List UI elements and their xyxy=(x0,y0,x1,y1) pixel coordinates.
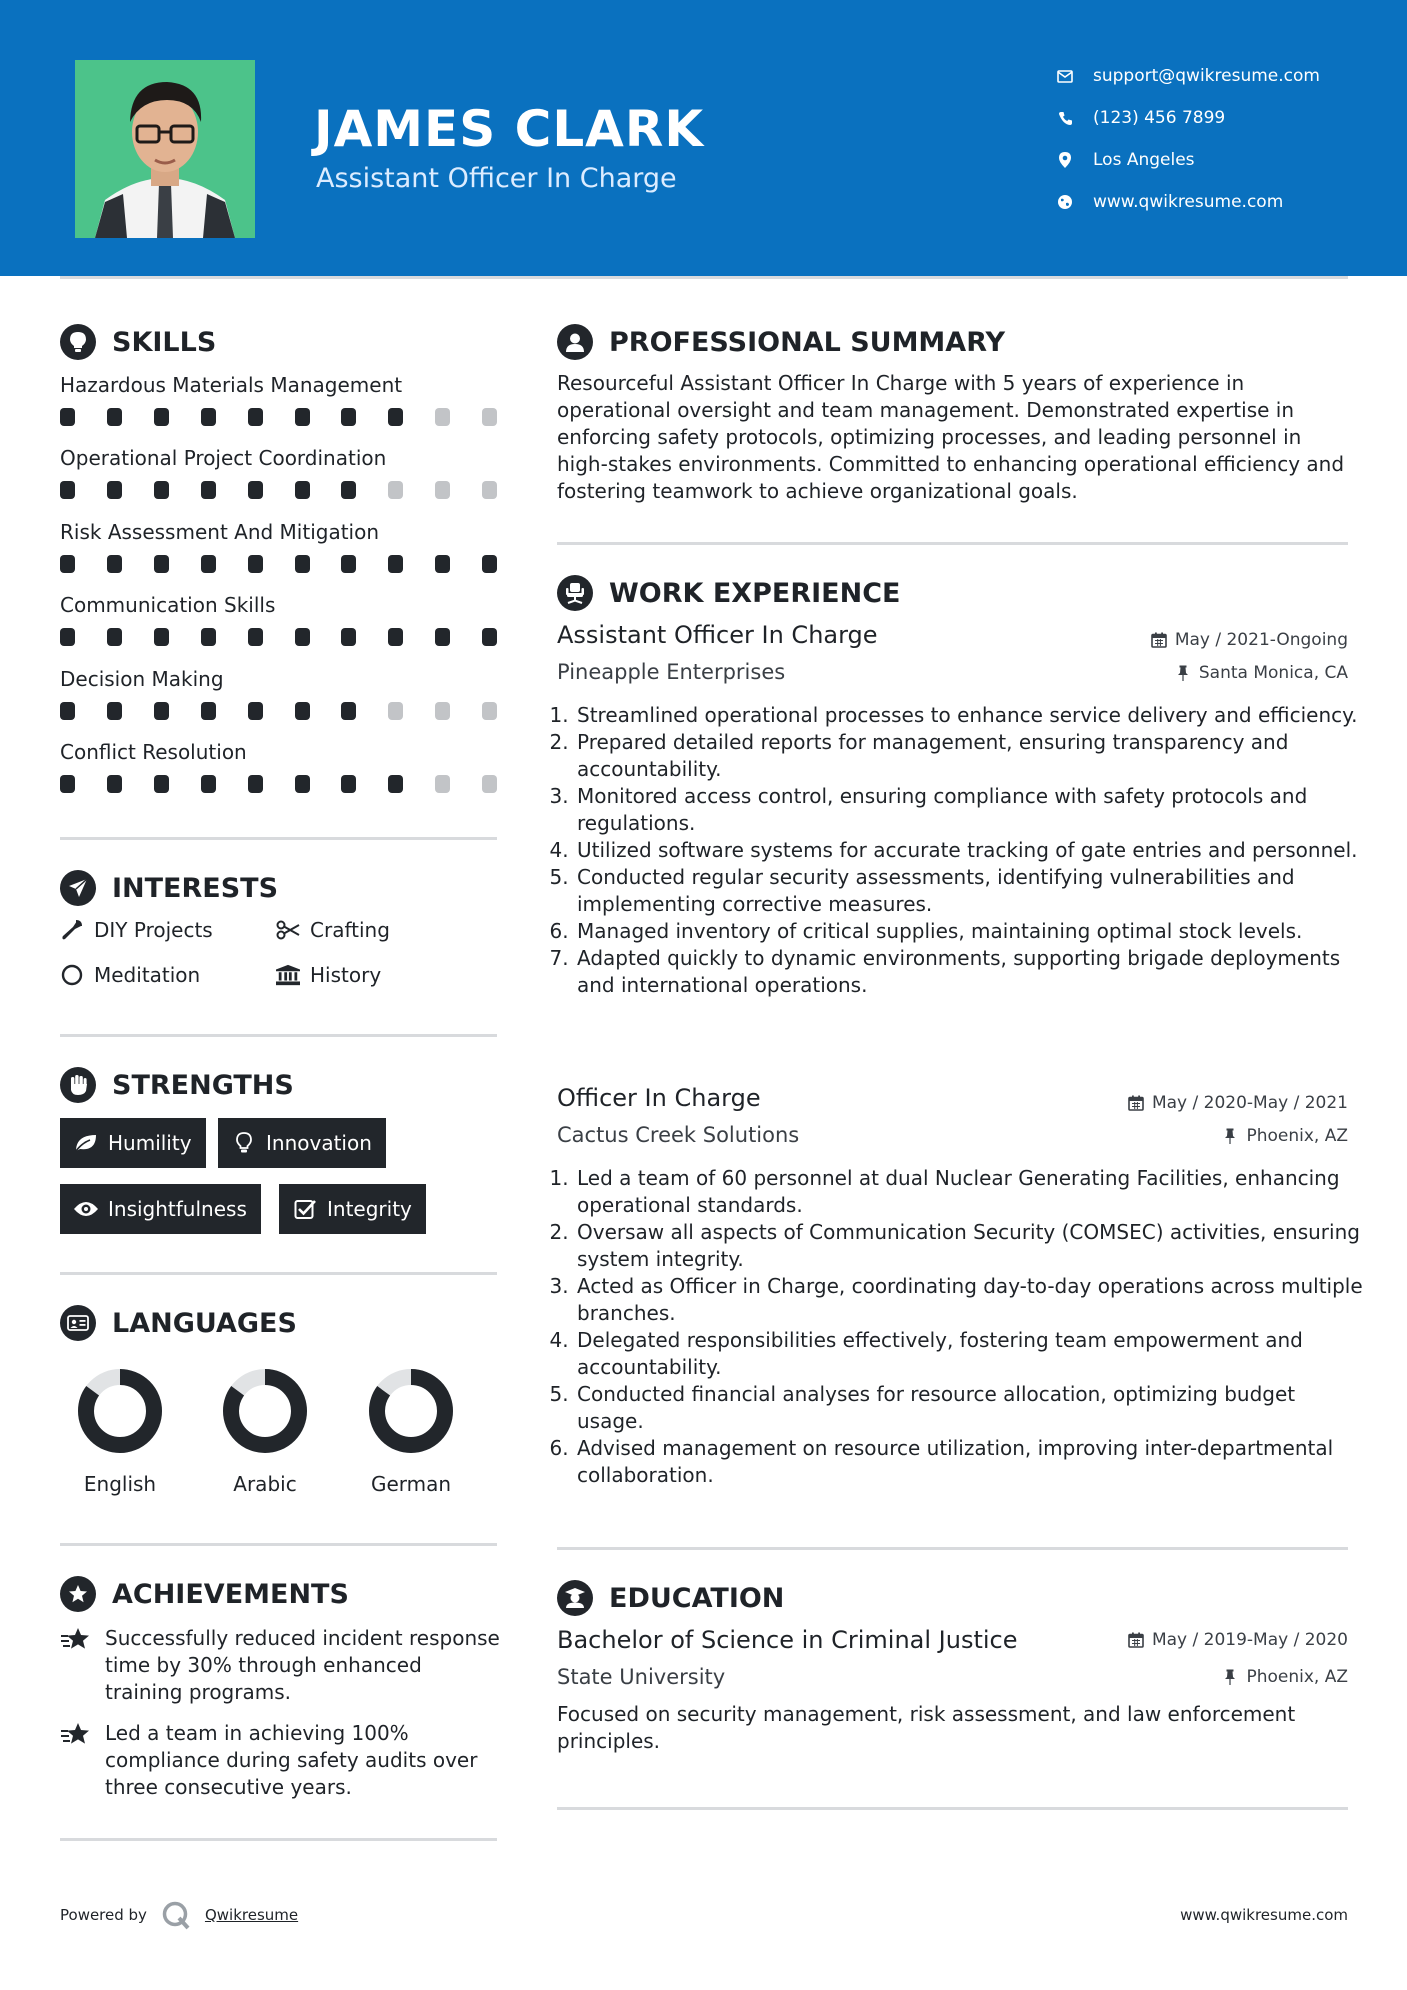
job-bullet: 1. Led a team of 60 personnel at dual Nuclear Generating Facilities, enhancing operational standards. xyxy=(575,1165,1365,1219)
star-badge-icon xyxy=(60,1576,96,1612)
skill-dot-filled xyxy=(435,555,450,573)
job-bullet: 3. Acted as Officer in Charge, coordinating day-to-day operations across multiple branches. xyxy=(575,1273,1365,1327)
contact-list xyxy=(1055,55,1320,223)
contact-email[interactable] xyxy=(1055,55,1320,97)
pushpin-icon xyxy=(1221,1668,1239,1686)
footer-powered-by: Powered by Qwikresume xyxy=(60,1900,298,1930)
skill-dot-filled xyxy=(388,628,403,646)
skill-dot-empty xyxy=(482,702,497,720)
summary-heading: PROFESSIONAL SUMMARY xyxy=(557,324,1005,360)
achievement-item: Led a team in achieving 100% compliance during safety audits over three consecutive years. xyxy=(60,1720,500,1801)
skill-dot-filled xyxy=(248,555,263,573)
graduate-icon xyxy=(557,1580,593,1616)
pushpin-icon xyxy=(1221,1127,1239,1145)
skill-dot-filled xyxy=(295,555,310,573)
summary-text: Resourceful Assistant Officer In Charge with 5 years of experience in operational oversight and team management. Demonstrated expertise in enforcing safety protocols, optimizing processes, and leading personnel in high-stakes environments. Committed to enhancing operational efficiency and fostering teamwork to achieve organizational goals. xyxy=(557,371,1345,503)
interest-meditation: Meditation xyxy=(60,963,200,987)
job-location: Phoenix, AZ xyxy=(1221,1126,1348,1146)
job-company: Cactus Creek Solutions xyxy=(557,1123,800,1147)
skill-dot-filled xyxy=(248,481,263,499)
header-divider xyxy=(60,276,1348,279)
fist-icon xyxy=(60,1067,96,1103)
job-bullet: 1. Streamlined operational processes to enhance service delivery and efficiency. xyxy=(575,702,1365,729)
language-name: Arabic xyxy=(233,1472,297,1496)
job-bullets xyxy=(557,1165,1365,1489)
star-icon xyxy=(60,1625,94,1706)
office-chair-icon xyxy=(557,575,593,611)
skill-dot-filled xyxy=(388,408,403,426)
candidate-title: Assistant Officer In Charge xyxy=(316,163,677,194)
skill-dot-filled xyxy=(60,775,75,793)
skill-dot-filled xyxy=(107,775,122,793)
skill-dot-filled xyxy=(295,481,310,499)
check-square-icon xyxy=(291,1197,319,1221)
job-title: Assistant Officer In Charge xyxy=(557,621,878,649)
map-pin-icon xyxy=(1055,150,1075,170)
strength-insightfulness: Insightfulness xyxy=(60,1184,261,1234)
skill-dot-filled xyxy=(201,702,216,720)
skill-dot-filled xyxy=(201,481,216,499)
skill-dot-filled xyxy=(154,408,169,426)
scissors-icon xyxy=(276,918,300,942)
skill-rating xyxy=(60,408,500,426)
contact-website-text: www.qwikresume.com xyxy=(1093,192,1284,212)
skill-dot-filled xyxy=(201,628,216,646)
skill-dot-filled xyxy=(154,628,169,646)
skill-dot-empty xyxy=(482,408,497,426)
contact-email-text: support@qwikresume.com xyxy=(1093,66,1320,86)
job-bullet: 7. Adapted quickly to dynamic environments, supporting brigade deployments and international operations. xyxy=(575,945,1365,999)
lightbulb-icon xyxy=(230,1131,258,1155)
job-company: Pineapple Enterprises xyxy=(557,660,786,684)
skill-dot-filled xyxy=(388,555,403,573)
skill-dot-empty xyxy=(435,775,450,793)
circle-icon xyxy=(60,963,84,987)
skill-dot-filled xyxy=(201,555,216,573)
skill-rating xyxy=(60,702,500,720)
skill-name: Communication Skills xyxy=(60,593,276,618)
education-location: Phoenix, AZ xyxy=(1221,1667,1348,1687)
calendar-icon xyxy=(1127,1094,1145,1112)
qwikresume-logo-icon xyxy=(161,1900,191,1930)
skill-dot-filled xyxy=(341,775,356,793)
skill-dot-filled xyxy=(107,481,122,499)
skill-dot-empty xyxy=(388,481,403,499)
skill-dot-empty xyxy=(388,702,403,720)
pushpin-icon xyxy=(1174,664,1192,682)
skill-dot-filled xyxy=(341,408,356,426)
skill-name: Operational Project Coordination xyxy=(60,446,387,471)
skill-dot-filled xyxy=(60,408,75,426)
education-school: State University xyxy=(557,1665,726,1689)
skills-divider xyxy=(60,837,497,840)
skill-name: Hazardous Materials Management xyxy=(60,373,403,397)
phone-icon xyxy=(1055,108,1075,128)
languages-divider xyxy=(60,1543,497,1546)
language-ring xyxy=(70,1361,170,1461)
contact-website[interactable] xyxy=(1055,181,1320,223)
skill-dot-filled xyxy=(482,628,497,646)
skill-dot-filled xyxy=(295,702,310,720)
interest-diy-projects: DIY Projects xyxy=(60,918,213,942)
interests-divider xyxy=(60,1034,497,1037)
skill-dot-filled xyxy=(295,775,310,793)
skill-dot-filled xyxy=(435,628,450,646)
job-bullet: 2. Prepared detailed reports for management, ensuring transparency and accountability. xyxy=(575,729,1365,783)
education-heading: EDUCATION xyxy=(557,1580,784,1616)
skill-rating xyxy=(60,775,500,793)
skill-dot-filled xyxy=(248,702,263,720)
skill-dot-filled xyxy=(201,408,216,426)
strengths-heading: STRENGTHS xyxy=(60,1067,294,1103)
skill-dot-filled xyxy=(60,702,75,720)
envelope-icon xyxy=(1055,66,1075,86)
museum-icon xyxy=(276,963,300,987)
skill-dot-filled xyxy=(341,481,356,499)
eye-icon xyxy=(72,1197,100,1221)
user-icon xyxy=(557,324,593,360)
paper-plane-icon xyxy=(60,870,96,906)
skill-dot-filled xyxy=(107,628,122,646)
job-location: Santa Monica, CA xyxy=(1174,663,1348,683)
education-dates: May / 2019-May / 2020 xyxy=(1127,1630,1348,1650)
skill-dot-filled xyxy=(154,555,169,573)
skill-dot-empty xyxy=(435,408,450,426)
skill-name: Decision Making xyxy=(60,666,224,691)
contact-location-text: Los Angeles xyxy=(1093,150,1195,170)
experience-heading: WORK EXPERIENCE xyxy=(557,575,900,611)
education-divider xyxy=(557,1807,1348,1810)
candidate-name: JAMES CLARK xyxy=(314,100,705,158)
job-bullet: 6. Advised management on resource utilization, improving inter-departmental collaboration. xyxy=(575,1435,1365,1489)
skill-name: Conflict Resolution xyxy=(60,740,247,764)
education-description: Focused on security management, risk assessment, and law enforcement principles. xyxy=(557,1702,1296,1753)
job-bullet: 3. Monitored access control, ensuring compliance with safety protocols and regulations. xyxy=(575,783,1365,837)
skill-dot-filled xyxy=(248,408,263,426)
skill-rating xyxy=(60,628,500,646)
job-dates: May / 2021-Ongoing xyxy=(1150,630,1348,650)
footer-website-link[interactable]: www.qwikresume.com xyxy=(1180,1906,1348,1924)
achievements-divider xyxy=(60,1838,497,1841)
skill-dot-filled xyxy=(341,628,356,646)
contact-phone[interactable] xyxy=(1055,97,1320,139)
interests-heading: INTERESTS xyxy=(60,870,278,906)
skill-rating xyxy=(60,481,500,499)
globe-icon xyxy=(1055,192,1075,212)
job-bullet: 6. Managed inventory of critical supplies, maintaining optimal stock levels. xyxy=(575,918,1365,945)
job-bullet: 2. Oversaw all aspects of Communication Security (COMSEC) activities, ensuring system integrity. xyxy=(575,1219,1365,1273)
skill-dot-filled xyxy=(341,555,356,573)
interest-history: History xyxy=(276,963,381,987)
strength-integrity: Integrity xyxy=(279,1184,426,1234)
skill-dot-filled xyxy=(60,628,75,646)
contact-phone-text: (123) 456 7899 xyxy=(1093,108,1226,128)
language-name: German xyxy=(370,1472,452,1496)
star-icon xyxy=(60,1720,94,1801)
summary-divider xyxy=(557,542,1348,545)
job-bullet: 4. Delegated responsibilities effectively, fostering team empowerment and accountability. xyxy=(575,1327,1365,1381)
skill-dot-filled xyxy=(60,555,75,573)
id-card-icon xyxy=(60,1305,96,1341)
calendar-icon xyxy=(1150,631,1168,649)
language-ring xyxy=(361,1361,461,1461)
job-bullets xyxy=(557,702,1365,999)
interest-crafting: Crafting xyxy=(276,918,390,942)
job-bullet: 4. Utilized software systems for accurate tracking of gate entries and personnel. xyxy=(575,837,1365,864)
skill-dot-filled xyxy=(295,628,310,646)
skill-rating xyxy=(60,555,500,573)
contact-location xyxy=(1055,139,1320,181)
skill-dot-empty xyxy=(435,481,450,499)
strengths-divider xyxy=(60,1272,497,1275)
job-dates: May / 2020-May / 2021 xyxy=(1127,1093,1348,1113)
skill-dot-empty xyxy=(482,481,497,499)
footer-brand-link[interactable]: Qwikresume xyxy=(204,1906,299,1924)
skill-dot-filled xyxy=(482,555,497,573)
skill-dot-filled xyxy=(60,481,75,499)
skill-dot-filled xyxy=(154,481,169,499)
strength-innovation: Innovation xyxy=(218,1118,386,1168)
lightbulb-icon xyxy=(60,324,96,360)
leaf-icon xyxy=(72,1131,100,1155)
language-name: English xyxy=(83,1472,157,1496)
education-degree: Bachelor of Science in Criminal Justice xyxy=(557,1626,1018,1654)
calendar-icon xyxy=(1127,1631,1145,1649)
experience-divider xyxy=(557,1547,1348,1550)
skill-dot-filled xyxy=(248,775,263,793)
achievements-heading: ACHIEVEMENTS xyxy=(60,1576,349,1612)
strength-humility: Humility xyxy=(60,1118,206,1168)
skill-dot-filled xyxy=(107,702,122,720)
skills-heading: SKILLS xyxy=(60,324,216,360)
skill-name: Risk Assessment And Mitigation xyxy=(60,519,380,544)
languages-heading: LANGUAGES xyxy=(60,1305,297,1341)
skill-dot-filled xyxy=(107,555,122,573)
achievement-item: Successfully reduced incident response time by 30% through enhanced training programs. xyxy=(60,1625,500,1706)
skill-dot-filled xyxy=(154,702,169,720)
language-ring xyxy=(215,1361,315,1461)
skill-dot-empty xyxy=(482,775,497,793)
wrench-icon xyxy=(60,918,84,942)
skill-dot-filled xyxy=(341,702,356,720)
header-banner xyxy=(0,0,1407,276)
job-title: Officer In Charge xyxy=(557,1084,761,1112)
skill-dot-filled xyxy=(248,628,263,646)
profile-photo xyxy=(75,60,255,238)
skill-dot-empty xyxy=(435,702,450,720)
skill-dot-filled xyxy=(388,775,403,793)
job-bullet: 5. Conducted regular security assessments, identifying vulnerabilities and implementing corrective measures. xyxy=(575,864,1365,918)
skill-dot-filled xyxy=(107,408,122,426)
skill-dot-filled xyxy=(154,775,169,793)
job-bullet: 5. Conducted financial analyses for resource allocation, optimizing budget usage. xyxy=(575,1381,1365,1435)
skill-dot-filled xyxy=(201,775,216,793)
skill-dot-filled xyxy=(295,408,310,426)
